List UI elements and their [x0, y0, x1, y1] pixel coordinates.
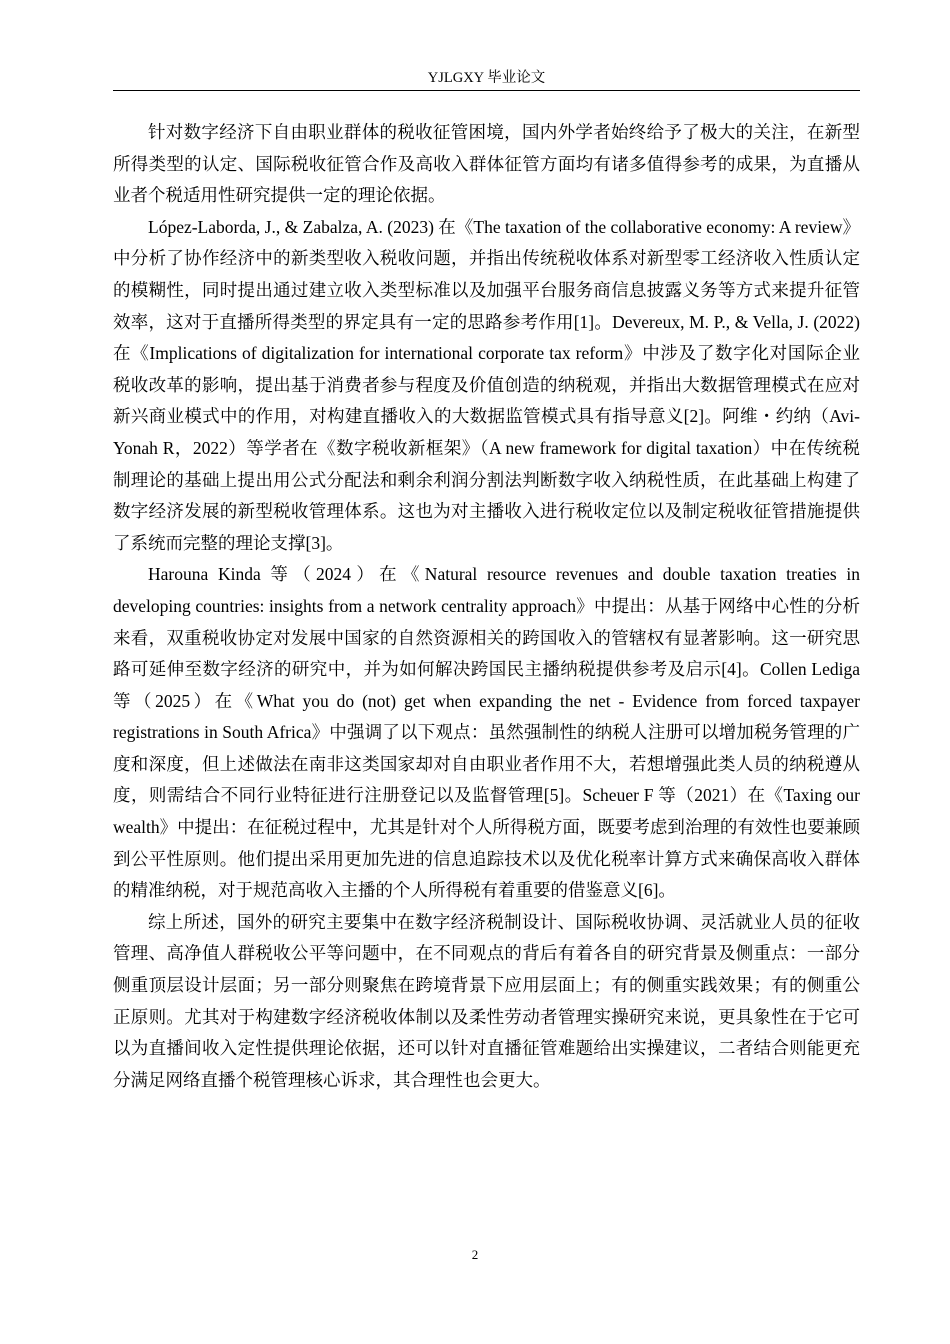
paragraph-literature-2: Harouna Kinda 等（2024）在《Natural resource revenues and double taxation treaties in developing countries: insights from a network centrality approach》中提出：从基于网络中心性的分析来看，双重税收协定对发展中国家的自然资源相关的跨国收入的管辖权有显著影响。这一研究思路可延伸至数字经济的研究中，并为如何解决跨国民主播纳税提供参考及启示[4]。Collen Lediga 等（2025）在《What you do (not) get when expanding the net - Evidence from forced taxpayer registrations in South Africa》中强调了以下观点：虽然强制性的纳税人注册可以增加税务管理的广度和深度，但上述做法在南非这类国家却对自由职业者作用不大，若想增强此类人员的纳税遵从度，则需结合不同行业特征进行注册登记以及监督管理[5]。Scheuer F 等（2021）在《Taxing our wealth》中提出：在征税过程中，尤其是针对个人所得税方面，既要考虑到治理的有效性也要兼顾到公平性原则。他们提出采用更加先进的信息追踪技术以及优化税率计算方式来确保高收入群体的精准纳税，对于规范高收入主播的个人所得税有着重要的借鉴意义[6]。 — [113, 564, 860, 901]
paragraph-intro: 针对数字经济下自由职业群体的税收征管困境，国内外学者始终给予了极大的关注，在新型所得类型的认定、国际税收征管合作及高收入群体征管方面均有诸多值得参考的成果，为直播从业者个税适用性研究提供一定的理论依据。 — [113, 122, 860, 206]
page-header — [113, 68, 860, 91]
paragraph-literature-1: López-Laborda, J., & Zabalza, A. (2023) 在《The taxation of the collaborative economy: A review》中分析了协作经济中的新类型收入税收问题，并指出传统税收体系对新型零工经济收入性质认定的模糊性，同时提出通过建立收入类型标准以及加强平台服务商信息披露义务等方式来提升征管效率，这对于直播所得类型的界定具有一定的思路参考作用[1]。Devereux, M. P., & Vella, J. (2022) 在《Implications of digitalization for international corporate tax reform》中涉及了数字化对国际企业税收改革的影响，提出基于消费者参与程度及价值创造的纳税观，并指出大数据管理模式在应对新兴商业模式中的作用，对构建直播收入的大数据监管模式具有指导意义[2]。阿维・约纳（Avi-Yonah R，2022）等学者在《数字税收新框架》（A new framework for digital taxation）中在传统税制理论的基础上提出用公式分配法和剩余利润分割法判断数字收入纳税性质，在此基础上构建了数字经济发展的新型税收管理体系。这也为对主播收入进行税收定位以及制定税收征管措施提供了系统而完整的理论支撑[3]。 — [113, 216, 860, 553]
header-title: YJLGXY 毕业论文 — [427, 70, 546, 86]
paragraph-summary: 综上所述，国外的研究主要集中在数字经济税制设计、国际税收协调、灵活就业人员的征收管理、高净值人群税收公平等问题中，在不同观点的背后有着各自的研究背景及侧重点：一部分侧重顶层设计层面；另一部分则聚焦在跨境背景下应用层面上；有的侧重实践效果；有的侧重公正原则。尤其对于构建数字经济税收体制以及柔性劳动者管理实操研究来说，更具象性在于它可以为直播间收入定性提供理论依据，还可以针对直播征管难题给出实操建议，二者结合则能更充分满足网络直播个税管理核心诉求，其合理性也会更大。 — [113, 911, 860, 1090]
page-number: 2 — [471, 1247, 479, 1262]
document-body — [113, 117, 860, 1096]
